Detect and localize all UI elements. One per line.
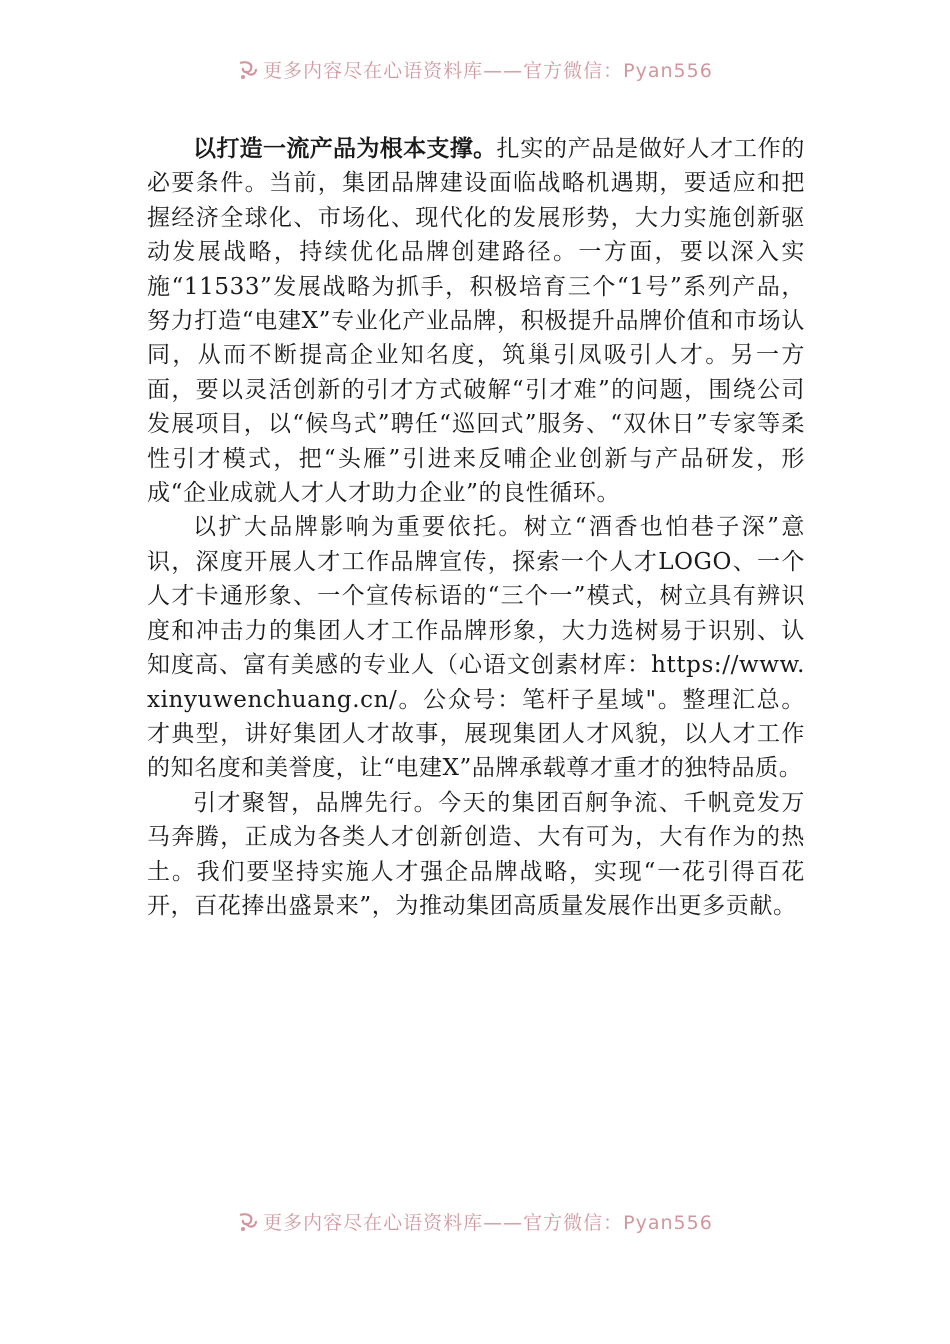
- footer-watermark: [0, 1208, 950, 1235]
- paragraph-3: [147, 786, 805, 924]
- brand-logo-icon: [237, 59, 259, 81]
- document-body: [147, 132, 805, 923]
- footer-watermark-text: 更多内容尽在心语资料库——官方微信：Pyan556: [263, 1212, 713, 1234]
- paragraph-2-text: 以扩大品牌影响为重要依托。树立“酒香也怕巷子深”意识，深度开展人才工作品牌宣传，探索一个人才LOGO、一个人才卡通形象、一个宣传标语的“三个一”模式，树立具有辨识度和冲击力的集团人才工作品牌形象，大力选树易于识别、认知度高、富有美感的专业人（心语文创素材库：https://www.xinyuwenchuang.cn/。公众号：笔杆子星域"。整理汇总。才典型，讲好集团人才故事，展现集团人才风貌，以人才工作的知名度和美誉度，让“电建X”品牌承载尊才重才的独特品质。: [147, 514, 805, 782]
- paragraph-1-text: 扎实的产品是做好人才工作的必要条件。当前，集团品牌建设面临战略机遇期，要适应和把握经济全球化、市场化、现代化的发展形势，大力实施创新驱动发展战略，持续优化品牌创建路径。一方面，要以深入实施“11533”发展战略为抓手，积极培育三个“1号”系列产品，努力打造“电建X”专业化产业品牌，积极提升品牌价值和市场认同，从而不断提高企业知名度，筑巢引凤吸引人才。另一方面，要以灵活创新的引才方式破解“引才难”的问题，围绕公司发展项目，以“候鸟式”聘任“巡回式”服务、“双休日”专家等柔性引才模式，把“头雁”引进来反哺企业创新与产品研发，形成“企业成就人才人才助力企业”的良性循环。: [147, 136, 805, 507]
- header-watermark-text: 更多内容尽在心语资料库——官方微信：Pyan556: [263, 60, 713, 82]
- paragraph-1: [147, 132, 805, 510]
- header-watermark: [0, 56, 950, 83]
- paragraph-2: [147, 510, 805, 785]
- paragraph-3-text: 引才聚智，品牌先行。今天的集团百舸争流、千帆竞发万马奔腾，正成为各类人才创新创造、大有可为，大有作为的热土。我们要坚持实施人才强企品牌战略，实现“一花引得百花开，百花捧出盛景来”，为推动集团高质量发展作出更多贡献。: [147, 789, 805, 919]
- brand-logo-icon: [237, 1211, 259, 1233]
- paragraph-1-lead: 以打造一流产品为根本支撑。: [193, 136, 497, 162]
